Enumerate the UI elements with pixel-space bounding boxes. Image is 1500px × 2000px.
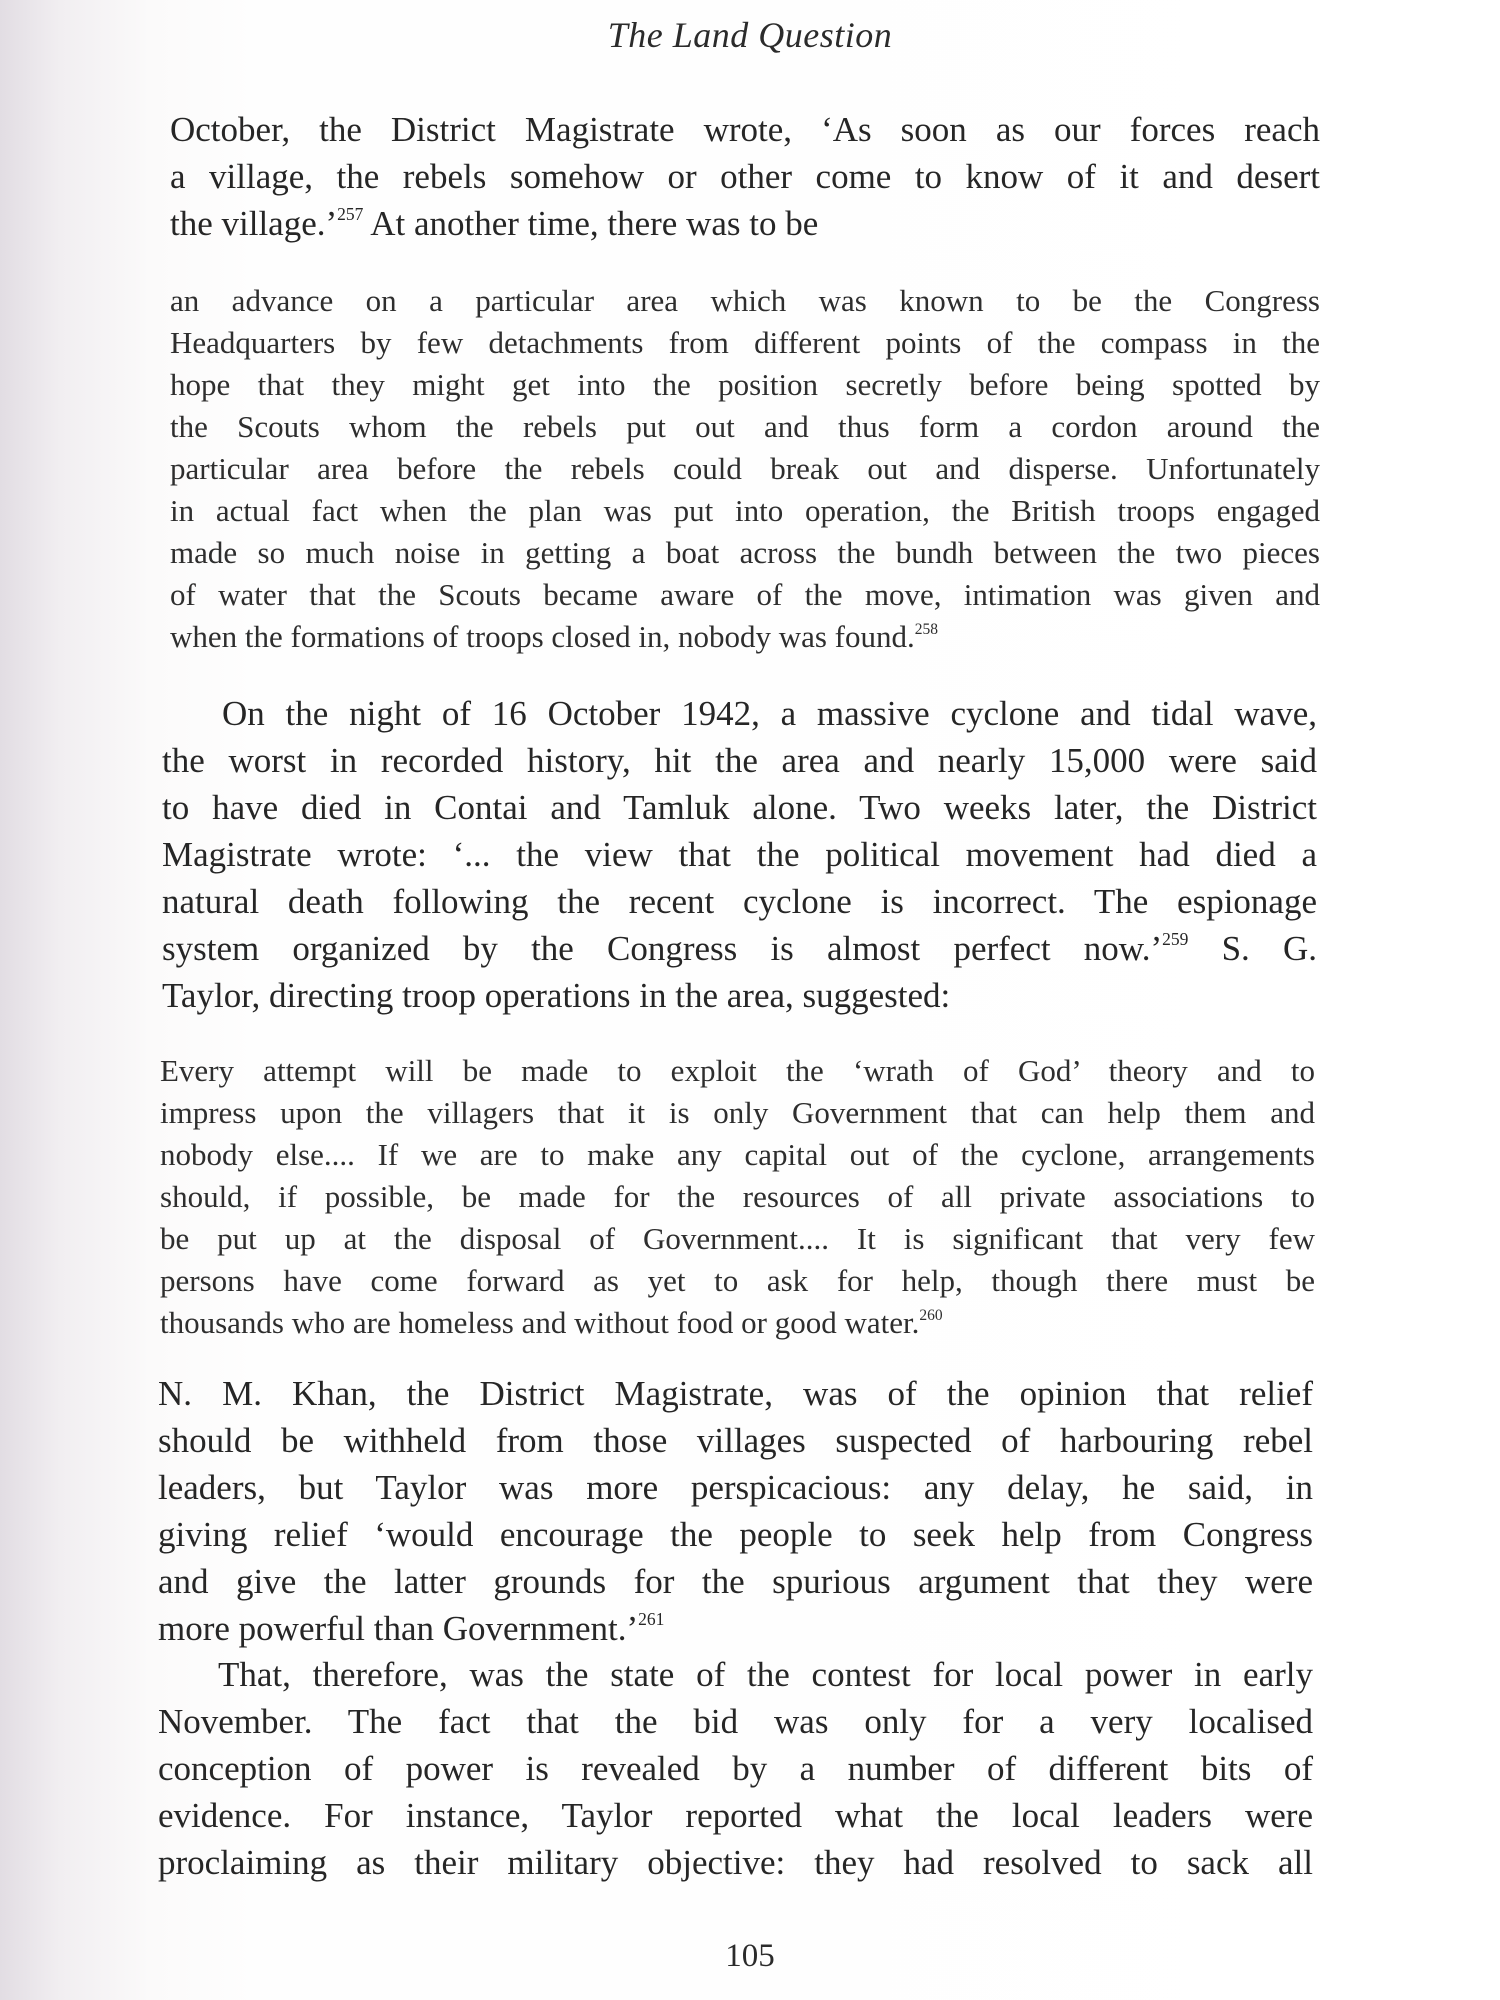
text-line: natural death following the recent cyclone is incorrect. The espionage xyxy=(162,882,1317,921)
text-line: Magistrate wrote: ‘... the view that the political movement had died a xyxy=(162,835,1317,874)
text-line: the worst in recorded history, hit the area and nearly 15,000 were said xyxy=(162,741,1317,780)
block-quote-1 xyxy=(170,280,1320,658)
quote-line: should, if possible, be made for the resources of all private associations to xyxy=(160,1179,1315,1214)
text-line: evidence. For instance, Taylor reported what the local leaders were xyxy=(158,1796,1313,1835)
text-line xyxy=(162,925,1317,972)
text-run: the village.’ xyxy=(170,204,338,243)
quote-line: in actual fact when the plan was put into operation, the British troops engaged xyxy=(170,493,1320,528)
block-quote-2 xyxy=(160,1050,1315,1344)
quote-line: an advance on a particular area which was known to be the Congress xyxy=(170,283,1320,318)
quote-line: the Scouts whom the rebels put out and thus form a cordon around the xyxy=(170,409,1320,444)
quote-line xyxy=(170,616,1320,658)
quote-line: made so much noise in getting a boat across the bundh between the two pieces xyxy=(170,535,1320,570)
text-run: thousands who are homeless and without food or good water. xyxy=(160,1305,920,1340)
paragraph-2 xyxy=(162,690,1317,1019)
quote-line xyxy=(160,1302,1315,1344)
paragraph-4 xyxy=(158,1651,1313,1886)
quote-line: particular area before the rebels could break out and disperse. Unfortunately xyxy=(170,451,1320,486)
text-line: Taylor, directing troop operations in the area, suggested: xyxy=(162,976,951,1015)
quote-line: impress upon the villagers that it is only Government that can help them and xyxy=(160,1095,1315,1130)
footnote-ref-259: 259 xyxy=(1162,929,1189,950)
text-line: should be withheld from those villages suspected of harbouring rebel xyxy=(158,1421,1313,1460)
paragraph-1 xyxy=(170,106,1320,247)
text-run: system organized by the Congress is almost perfect now.’ xyxy=(162,929,1163,968)
page-number: 105 xyxy=(725,1938,775,1974)
footnote-ref-258: 258 xyxy=(914,620,938,638)
footnote-ref-261: 261 xyxy=(638,1609,665,1630)
text-line xyxy=(170,200,1320,247)
text-line: That, therefore, was the state of the contest for local power in early xyxy=(218,1655,1313,1694)
running-head: The Land Question xyxy=(607,15,893,55)
text-line: October, the District Magistrate wrote, ‘As soon as our forces reach xyxy=(170,110,1320,149)
paragraph-3 xyxy=(158,1370,1313,1652)
text-line: to have died in Contai and Tamluk alone. Two weeks later, the District xyxy=(162,788,1317,827)
text-line: and give the latter grounds for the spurious argument that they were xyxy=(158,1562,1313,1601)
quote-line: Every attempt will be made to exploit the ‘wrath of God’ theory and to xyxy=(160,1053,1315,1088)
quote-line: Headquarters by few detachments from different points of the compass in the xyxy=(170,325,1320,360)
text-line: giving relief ‘would encourage the people to seek help from Congress xyxy=(158,1515,1313,1554)
text-line: conception of power is revealed by a number of different bits of xyxy=(158,1749,1313,1788)
quote-line: persons have come forward as yet to ask for help, though there must be xyxy=(160,1263,1315,1298)
text-line: November. The fact that the bid was only for a very localised xyxy=(158,1702,1313,1741)
quote-line: hope that they might get into the position secretly before being spotted by xyxy=(170,367,1320,402)
quote-line: nobody else.... If we are to make any capital out of the cyclone, arrangements xyxy=(160,1137,1315,1172)
footnote-ref-260: 260 xyxy=(919,1306,943,1324)
text-line: N. M. Khan, the District Magistrate, was of the opinion that relief xyxy=(158,1374,1313,1413)
text-line: leaders, but Taylor was more perspicacious: any delay, he said, in xyxy=(158,1468,1313,1507)
text-run: more powerful than Government.’ xyxy=(158,1609,639,1648)
text-line: On the night of 16 October 1942, a massive cyclone and tidal wave, xyxy=(222,694,1317,733)
text-line: proclaiming as their military objective: they had resolved to sack all xyxy=(158,1843,1313,1882)
quote-line: of water that the Scouts became aware of the move, intimation was given and xyxy=(170,577,1320,612)
text-run: S. G. xyxy=(1188,929,1317,968)
text-line: a village, the rebels somehow or other come to know of it and desert xyxy=(170,157,1320,196)
text-run: At another time, there was to be xyxy=(363,204,819,243)
quote-line: be put up at the disposal of Government.... It is significant that very few xyxy=(160,1221,1315,1256)
text-line xyxy=(158,1605,1313,1652)
text-run: when the formations of troops closed in, nobody was found. xyxy=(170,619,915,654)
footnote-ref-257: 257 xyxy=(337,204,364,225)
